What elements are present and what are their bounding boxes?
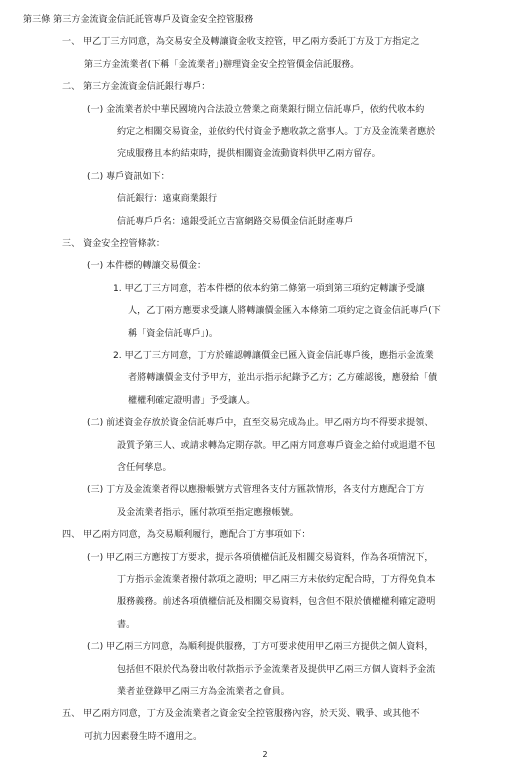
- paragraph-9-line-1: (二) 前述資金存放於資金信託專戶中，直至交易完成為止。甲乙兩方均不得要求提領、: [87, 418, 434, 429]
- paragraph-1-line-1: 一、 甲乙丁三方同意，為交易安全及轉讓資金收支控管，甲乙兩方委託丁方及丁方指定之: [62, 37, 420, 48]
- paragraph-10-line-2: 及金流業者指示，匯付款項至指定應撥帳號。: [117, 507, 299, 518]
- paragraph-8-line-1: 2. 甲乙丁三方同意，丁方於確認轉讓價金已匯入資金信託專戶後，應指示金流業: [113, 351, 434, 361]
- paragraph-4-line-3: 信託專戶戶名：遠銀受託立吉富網路交易價金信託財產專戶: [117, 216, 354, 227]
- paragraph-13-line-1: (二) 甲乙兩三方同意，為順利提供服務，丁方可要求使用甲乙兩三方提供之個人資料，: [87, 642, 434, 653]
- paragraph-12-line-2: 丁方指示金流業者撥付款項之證明；甲乙兩三方未依約定配合時，丁方得免負本: [117, 575, 436, 585]
- paragraph-4-line-1: (二) 專戶資訊如下：: [87, 171, 170, 182]
- paragraph-6-line-1: (一) 本件標的轉讓交易價金：: [87, 261, 207, 272]
- paragraph-12-line-3: 服務義務。前述各項債權信託及相關交易資料，包含但不限於債權權利確定證明: [117, 597, 436, 608]
- paragraph-3-line-1: (一) 金流業者於中華民國境內合法設立營業之商業銀行開立信託專戶，依約代收本約: [87, 104, 425, 115]
- paragraph-11-line-1: 四、 甲乙兩方同意，為交易順利履行，應配合丁方事項如下：: [62, 530, 311, 541]
- article-title: 第三條 第三方金流資金信託託管專戶及資金安全控管服務: [23, 15, 254, 25]
- paragraph-12-line-1: (一) 甲乙兩三方應按丁方要求，提示各項債權信託及相關交易資料，作為各項情況下，: [87, 552, 434, 563]
- paragraph-12-line-4: 書。: [117, 619, 136, 630]
- paragraph-4-line-2: 信託銀行：遠東商業銀行: [117, 194, 218, 205]
- paragraph-14-line-1: 五、 甲乙兩方同意，丁方及金流業者之資金安全控管服務內容，於天災、戰爭、或其他不: [62, 709, 420, 720]
- paragraph-3-line-3: 完成服務且本約結束時，提供相關資金流動資料供甲乙兩方留存。: [117, 149, 381, 160]
- paragraph-8-line-2: 者將轉讓價金支付予甲方，並出示指示紀錄予乙方；乙方確認後，應發給「債: [128, 373, 438, 384]
- paragraph-5-line-1: 三、 資金安全控管條款：: [62, 239, 165, 249]
- paragraph-3-line-2: 約定之相關交易資金，並依約代付資金予應收款之當事人。丁方及金流業者應於: [117, 127, 436, 137]
- paragraph-1-line-2: 第三方金流業者(下稱「金流業者」)辦理資金安全控管價金信託服務。: [84, 59, 360, 70]
- paragraph-8-line-3: 權權利確定證明書」予受讓人。: [128, 395, 256, 406]
- paragraph-7-line-3: 稱「資金信託專戶」)。: [128, 328, 218, 339]
- paragraph-7-line-2: 人，乙丁兩方應要求受讓人將轉讓價金匯入本條第二項約定之資金信託專戶(下: [128, 306, 441, 317]
- paragraph-9-line-2: 設質予第三人、或請求轉為定期存款。甲乙兩方同意專戶資金之給付或退還不包: [117, 440, 436, 451]
- paragraph-14-line-2: 可抗力因素發生時不適用之。: [84, 731, 203, 742]
- paragraph-13-line-3: 業者並登錄甲乙兩三方為金流業者之會員。: [117, 687, 290, 697]
- paragraph-10-line-1: (三) 丁方及金流業者得以應撥帳號方式管理各支付方匯款情形，各支付方應配合丁方: [87, 485, 425, 496]
- paragraph-7-line-1: 1. 甲乙丁三方同意，若本件標的依本約第二條第一項到第三項約定轉讓予受讓: [113, 283, 425, 294]
- paragraph-9-line-3: 含任何孳息。: [117, 463, 172, 473]
- paragraph-13-line-2: 包括但不限於代為發出收付款指示予金流業者及提供甲乙兩三方個人資料予金流: [117, 664, 436, 675]
- page-number: 2: [262, 750, 268, 759]
- paragraph-2-line-1: 二、 第三方金流資金信託銀行專戶：: [62, 82, 211, 93]
